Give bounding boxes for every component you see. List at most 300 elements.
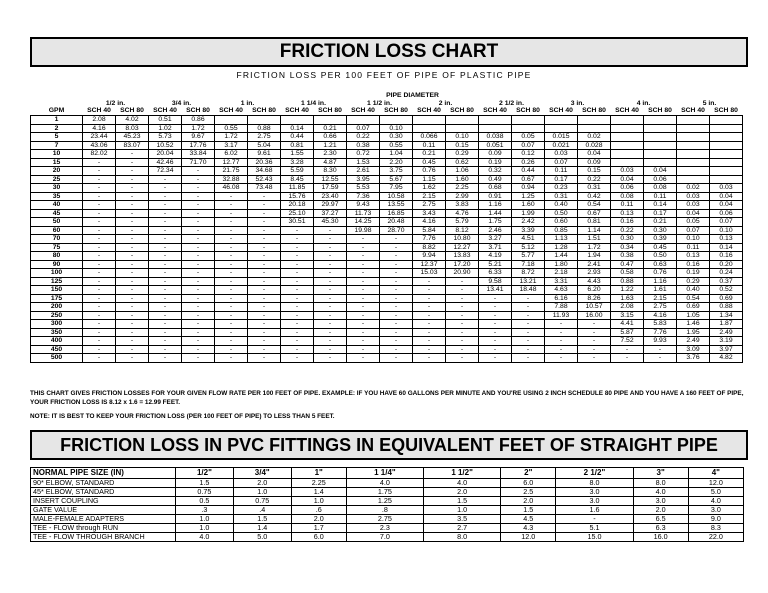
fitting-value-cell: 16.0 <box>633 533 688 542</box>
friction-value-cell: - <box>182 269 215 278</box>
fitting-value-cell: 6.5 <box>633 515 688 524</box>
fitting-value-cell: .4 <box>233 506 291 515</box>
friction-value-cell: - <box>182 337 215 346</box>
fitting-value-cell: .6 <box>291 506 346 515</box>
friction-value-cell: 8.72 <box>512 269 545 278</box>
friction-value-cell: 9.67 <box>182 133 215 142</box>
friction-value-cell: 0.13 <box>611 209 644 218</box>
friction-value-cell: - <box>149 226 182 235</box>
friction-value-cell: 6.20 <box>578 286 611 295</box>
friction-value-cell: 9.43 <box>347 201 380 210</box>
friction-value-cell: 3.09 <box>677 345 710 354</box>
friction-value-cell: 0.31 <box>578 184 611 193</box>
friction-value-cell: 4.82 <box>710 354 743 363</box>
friction-value-cell: 4.02 <box>116 116 149 125</box>
friction-value-cell: 32.88 <box>215 175 248 184</box>
friction-value-cell: - <box>116 218 149 227</box>
friction-value-cell: - <box>248 303 281 312</box>
friction-value-cell: 0.52 <box>710 286 743 295</box>
friction-value-cell: - <box>83 175 116 184</box>
fitting-value-cell: 5.0 <box>233 533 291 542</box>
friction-value-cell: 1.61 <box>644 286 677 295</box>
friction-value-cell: 0.29 <box>677 277 710 286</box>
friction-value-cell: - <box>281 226 314 235</box>
gpm-cell: 60 <box>31 226 83 235</box>
friction-value-cell: - <box>380 294 413 303</box>
table-row <box>31 116 743 125</box>
friction-value-cell: - <box>149 192 182 201</box>
friction-value-cell: - <box>83 226 116 235</box>
friction-value-cell: - <box>281 337 314 346</box>
friction-value-cell: 4.41 <box>611 320 644 329</box>
friction-value-cell: - <box>611 345 644 354</box>
friction-value-cell: - <box>215 320 248 329</box>
friction-value-cell: 0.07 <box>710 218 743 227</box>
schedule-header: SCH 40 <box>615 107 639 114</box>
pipe-size-header: 2 1/2 in. <box>499 99 524 107</box>
fitting-value-cell: 8.3 <box>688 524 743 533</box>
friction-value-cell: - <box>182 226 215 235</box>
friction-value-cell: 0.17 <box>644 209 677 218</box>
friction-value-cell: 0.50 <box>644 252 677 261</box>
friction-value-cell: - <box>215 337 248 346</box>
friction-value-cell: 7.18 <box>512 260 545 269</box>
fitting-value-cell: 4.0 <box>633 488 688 497</box>
friction-value-cell <box>677 141 710 150</box>
friction-value-cell: 2.18 <box>545 269 578 278</box>
fitting-value-cell: 3.5 <box>424 515 501 524</box>
friction-value-cell: 0.39 <box>644 235 677 244</box>
friction-value-cell: 13.41 <box>479 286 512 295</box>
friction-loss-table <box>30 92 743 363</box>
friction-value-cell: - <box>215 243 248 252</box>
empty-cell <box>31 100 83 108</box>
friction-value-cell: - <box>281 354 314 363</box>
friction-value-cell: 12.37 <box>413 260 446 269</box>
friction-value-cell: 5.04 <box>248 141 281 150</box>
fitting-value-cell: 6.3 <box>633 524 688 533</box>
friction-value-cell: 0.11 <box>545 167 578 176</box>
friction-value-cell: - <box>83 269 116 278</box>
friction-value-cell: 0.63 <box>644 260 677 269</box>
friction-value-cell: 20.48 <box>380 218 413 227</box>
schedule-header: SCH 40 <box>153 107 177 114</box>
schedule-header: SCH 80 <box>450 107 474 114</box>
friction-value-cell: - <box>215 328 248 337</box>
friction-value-cell: 0.88 <box>710 303 743 312</box>
friction-value-cell: - <box>215 201 248 210</box>
friction-value-cell: - <box>116 243 149 252</box>
friction-value-cell: 0.21 <box>644 218 677 227</box>
friction-value-cell: 37.27 <box>314 209 347 218</box>
table-row <box>31 133 743 142</box>
fitting-value-cell: 3.0 <box>633 497 688 506</box>
friction-value-cell: - <box>149 260 182 269</box>
fittings-table <box>30 467 744 542</box>
friction-value-cell: - <box>479 320 512 329</box>
friction-value-cell <box>644 158 677 167</box>
friction-value-cell: - <box>446 328 479 337</box>
friction-value-cell: 4.16 <box>413 218 446 227</box>
friction-value-cell: - <box>413 337 446 346</box>
friction-value-cell <box>710 141 743 150</box>
friction-value-cell: 0.88 <box>611 277 644 286</box>
fitting-value-cell: 8.0 <box>556 479 633 488</box>
friction-value-cell: - <box>578 328 611 337</box>
friction-value-cell: - <box>83 260 116 269</box>
table-row <box>31 269 743 278</box>
friction-value-cell: - <box>314 277 347 286</box>
friction-value-cell: - <box>182 192 215 201</box>
friction-value-cell: 0.22 <box>347 133 380 142</box>
friction-value-cell: - <box>314 269 347 278</box>
friction-value-cell: 0.028 <box>578 141 611 150</box>
schedule-header: SCH 40 <box>681 107 705 114</box>
fitting-value-cell: 1.5 <box>176 479 234 488</box>
friction-value-cell: - <box>248 294 281 303</box>
friction-value-cell: 0.23 <box>545 184 578 193</box>
friction-value-cell: - <box>347 311 380 320</box>
friction-value-cell: - <box>446 311 479 320</box>
friction-value-cell <box>677 124 710 133</box>
pipe-diameter-header: PIPE DIAMETER <box>386 92 439 99</box>
fitting-value-cell: 1.75 <box>346 488 423 497</box>
friction-value-cell: - <box>83 209 116 218</box>
friction-value-cell: - <box>215 226 248 235</box>
friction-value-cell: - <box>380 345 413 354</box>
friction-value-cell: - <box>149 269 182 278</box>
friction-value-cell: 0.10 <box>446 133 479 142</box>
friction-value-cell: 0.11 <box>611 201 644 210</box>
fittings-header-row <box>31 468 744 479</box>
friction-value-cell: 1.44 <box>545 252 578 261</box>
friction-value-cell: - <box>248 277 281 286</box>
friction-value-cell: 15.76 <box>281 192 314 201</box>
friction-value-cell: 1.80 <box>545 260 578 269</box>
friction-value-cell: - <box>116 320 149 329</box>
friction-value-cell: - <box>281 269 314 278</box>
schedule-header: SCH 80 <box>252 107 276 114</box>
friction-value-cell: 0.85 <box>545 226 578 235</box>
friction-value-cell: 0.40 <box>677 286 710 295</box>
friction-value-cell: 5.59 <box>281 167 314 176</box>
friction-value-cell: - <box>83 303 116 312</box>
friction-value-cell <box>578 124 611 133</box>
gpm-cell: 35 <box>31 192 83 201</box>
empty-cell <box>31 92 83 100</box>
pipe-size-header: 3/4 in. <box>171 99 192 107</box>
friction-value-cell: 0.62 <box>446 158 479 167</box>
friction-value-cell: 9.58 <box>479 277 512 286</box>
fittings-title: FRICTION LOSS IN PVC FITTINGS IN EQUIVALENT FEET OF STRAIGHT PIPE <box>30 430 748 460</box>
pipe-size-header: 4 in. <box>636 99 651 107</box>
friction-value-cell: - <box>281 286 314 295</box>
friction-value-cell: 3.76 <box>677 354 710 363</box>
friction-value-cell: 3.19 <box>710 337 743 346</box>
friction-value-cell: 20.18 <box>281 201 314 210</box>
friction-value-cell: - <box>149 235 182 244</box>
friction-value-cell: - <box>83 286 116 295</box>
friction-value-cell <box>644 116 677 125</box>
friction-value-cell: 1.25 <box>512 192 545 201</box>
friction-value-cell: - <box>182 260 215 269</box>
friction-value-cell: 0.14 <box>710 243 743 252</box>
friction-value-cell: - <box>479 328 512 337</box>
friction-value-cell: - <box>413 303 446 312</box>
friction-value-cell: 1.15 <box>413 175 446 184</box>
table-row <box>31 252 743 261</box>
friction-value-cell: 1.44 <box>479 209 512 218</box>
table-row <box>31 235 743 244</box>
friction-value-cell: - <box>149 337 182 346</box>
friction-value-cell <box>710 167 743 176</box>
table-row <box>31 260 743 269</box>
friction-value-cell: 2.08 <box>83 116 116 125</box>
friction-value-cell: 0.72 <box>347 150 380 159</box>
friction-value-cell: - <box>380 320 413 329</box>
friction-value-cell: 2.93 <box>578 269 611 278</box>
friction-value-cell: 0.02 <box>578 133 611 142</box>
friction-value-cell: 0.04 <box>710 201 743 210</box>
friction-value-cell: 2.46 <box>479 226 512 235</box>
table-row <box>31 209 743 218</box>
friction-value-cell: 0.09 <box>578 158 611 167</box>
friction-value-cell: 0.13 <box>677 252 710 261</box>
friction-value-cell: - <box>380 269 413 278</box>
gpm-header: GPM <box>48 107 65 114</box>
friction-value-cell: 17.59 <box>314 184 347 193</box>
friction-value-cell <box>710 175 743 184</box>
friction-value-cell: 0.06 <box>710 209 743 218</box>
friction-value-cell: - <box>248 201 281 210</box>
friction-value-cell: 0.03 <box>710 184 743 193</box>
friction-value-cell: - <box>83 192 116 201</box>
pipe-size-header: 3 in. <box>570 99 585 107</box>
friction-value-cell: 9.94 <box>413 252 446 261</box>
friction-value-cell: - <box>281 345 314 354</box>
friction-value-cell: 19.98 <box>347 226 380 235</box>
friction-value-cell <box>578 116 611 125</box>
friction-value-cell: - <box>182 277 215 286</box>
friction-value-cell: 20.36 <box>248 158 281 167</box>
pipe-size-header: 5 in. <box>702 99 717 107</box>
friction-value-cell: 4.51 <box>512 235 545 244</box>
friction-value-cell: 1.34 <box>710 311 743 320</box>
fitting-value-cell: 1.0 <box>176 524 234 533</box>
friction-value-cell: 0.45 <box>644 243 677 252</box>
friction-value-cell: 0.038 <box>479 133 512 142</box>
fitting-value-cell: 8.0 <box>424 533 501 542</box>
friction-value-cell: 8.82 <box>413 243 446 252</box>
friction-value-cell: - <box>347 328 380 337</box>
friction-value-cell: 2.49 <box>677 337 710 346</box>
friction-value-cell: 0.55 <box>380 141 413 150</box>
friction-value-cell: - <box>215 294 248 303</box>
friction-value-cell: 2.20 <box>380 158 413 167</box>
friction-value-cell: - <box>149 201 182 210</box>
friction-value-cell: 7.76 <box>644 328 677 337</box>
friction-value-cell: 45.23 <box>116 133 149 142</box>
friction-value-cell: - <box>116 345 149 354</box>
friction-value-cell: 2.15 <box>644 294 677 303</box>
friction-value-cell: 1.05 <box>677 311 710 320</box>
friction-value-cell: 3.17 <box>215 141 248 150</box>
friction-value-cell: 1.87 <box>710 320 743 329</box>
friction-value-cell: - <box>281 277 314 286</box>
friction-value-cell <box>413 116 446 125</box>
fitting-value-cell: 0.5 <box>176 497 234 506</box>
pipe-size-header: 1 in. <box>240 99 255 107</box>
friction-value-cell: 0.69 <box>677 303 710 312</box>
friction-value-cell <box>380 116 413 125</box>
friction-value-cell: - <box>347 269 380 278</box>
friction-value-cell: - <box>380 328 413 337</box>
friction-value-cell: - <box>149 184 182 193</box>
table-row <box>31 328 743 337</box>
friction-value-cell: - <box>182 175 215 184</box>
friction-value-cell: 0.88 <box>248 124 281 133</box>
fitting-value-cell: 1.6 <box>556 506 633 515</box>
friction-value-cell: - <box>83 328 116 337</box>
friction-value-cell: 0.07 <box>545 158 578 167</box>
fitting-label: 90* ELBOW, STANDARD <box>31 479 176 488</box>
table-row <box>31 226 743 235</box>
friction-value-cell: 0.05 <box>512 133 545 142</box>
friction-value-cell: 0.34 <box>611 243 644 252</box>
gpm-cell: 25 <box>31 175 83 184</box>
friction-value-cell <box>710 133 743 142</box>
friction-value-cell: - <box>281 260 314 269</box>
friction-value-cell: 4.63 <box>545 286 578 295</box>
friction-value-cell: - <box>314 303 347 312</box>
friction-value-cell: - <box>116 252 149 261</box>
friction-value-cell: 0.54 <box>578 201 611 210</box>
friction-value-cell: 0.16 <box>677 260 710 269</box>
friction-value-cell: 12.77 <box>215 158 248 167</box>
friction-value-cell: - <box>182 286 215 295</box>
friction-value-cell: 0.15 <box>578 167 611 176</box>
friction-value-cell: - <box>116 167 149 176</box>
friction-value-cell: - <box>248 286 281 295</box>
friction-value-cell: - <box>314 354 347 363</box>
friction-value-cell: 0.13 <box>710 235 743 244</box>
friction-value-cell: - <box>83 235 116 244</box>
friction-value-cell: - <box>314 328 347 337</box>
friction-value-cell: 34.68 <box>248 167 281 176</box>
table-row <box>31 337 743 346</box>
fitting-value-cell: 5.0 <box>688 488 743 497</box>
friction-value-cell: 3.71 <box>479 243 512 252</box>
friction-value-cell: 0.06 <box>611 184 644 193</box>
friction-value-cell: 0.54 <box>677 294 710 303</box>
fitting-value-cell: 2.3 <box>346 524 423 533</box>
gpm-cell: 150 <box>31 286 83 295</box>
friction-value-cell: - <box>149 294 182 303</box>
gpm-cell: 7 <box>31 141 83 150</box>
friction-value-cell: 1.13 <box>545 235 578 244</box>
friction-value-cell: - <box>281 294 314 303</box>
friction-value-cell: 0.09 <box>479 150 512 159</box>
friction-value-cell <box>446 124 479 133</box>
table-row <box>31 320 743 329</box>
friction-value-cell: - <box>248 320 281 329</box>
friction-value-cell <box>479 124 512 133</box>
friction-value-cell: 45.30 <box>314 218 347 227</box>
friction-value-cell <box>512 124 545 133</box>
fittings-body <box>31 468 744 542</box>
gpm-cell: 125 <box>31 277 83 286</box>
friction-value-cell: 0.67 <box>578 209 611 218</box>
fitting-label: TEE - FLOW THROUGH BRANCH <box>31 533 176 542</box>
friction-value-cell <box>611 116 644 125</box>
friction-value-cell: - <box>281 252 314 261</box>
friction-value-cell: - <box>413 345 446 354</box>
friction-value-cell: - <box>149 218 182 227</box>
friction-value-cell: 2.49 <box>710 328 743 337</box>
schedule-header: SCH 40 <box>87 107 111 114</box>
friction-value-cell: - <box>215 218 248 227</box>
gpm-cell: 250 <box>31 311 83 320</box>
friction-value-cell: - <box>512 294 545 303</box>
friction-value-cell <box>611 150 644 159</box>
friction-value-cell: - <box>83 337 116 346</box>
friction-value-cell: - <box>413 286 446 295</box>
friction-value-cell: - <box>380 337 413 346</box>
friction-value-cell: - <box>182 201 215 210</box>
fitting-value-cell: 6.0 <box>501 479 556 488</box>
friction-value-cell: 0.10 <box>677 235 710 244</box>
gpm-cell: 45 <box>31 209 83 218</box>
table-row <box>31 150 743 159</box>
friction-value-cell: - <box>446 320 479 329</box>
friction-value-cell: - <box>215 354 248 363</box>
fitting-value-cell: 1.0 <box>291 497 346 506</box>
friction-value-cell: - <box>116 303 149 312</box>
friction-value-cell: 10.52 <box>149 141 182 150</box>
friction-value-cell: 0.20 <box>710 260 743 269</box>
fitting-value-cell: 2.25 <box>291 479 346 488</box>
friction-value-cell: 0.19 <box>479 158 512 167</box>
friction-value-cell: 5.73 <box>149 133 182 142</box>
friction-value-cell: 5.79 <box>446 218 479 227</box>
friction-value-cell <box>215 116 248 125</box>
friction-loss-chart-title: FRICTION LOSS CHART <box>30 37 748 67</box>
friction-value-cell: 0.40 <box>545 201 578 210</box>
friction-value-cell: 1.16 <box>644 277 677 286</box>
friction-value-cell: - <box>314 235 347 244</box>
friction-value-cell: 1.46 <box>677 320 710 329</box>
friction-value-cell: 9.93 <box>644 337 677 346</box>
friction-value-cell: - <box>83 354 116 363</box>
friction-value-cell: - <box>545 328 578 337</box>
friction-value-cell: - <box>215 192 248 201</box>
friction-value-cell: - <box>446 294 479 303</box>
friction-value-cell: 0.86 <box>182 116 215 125</box>
friction-value-cell: 0.06 <box>644 175 677 184</box>
friction-value-cell <box>545 116 578 125</box>
friction-value-cell: 0.08 <box>644 184 677 193</box>
friction-value-cell: 3.95 <box>347 175 380 184</box>
friction-value-cell <box>611 133 644 142</box>
friction-value-cell: 0.26 <box>512 158 545 167</box>
friction-value-cell: - <box>182 345 215 354</box>
friction-value-cell: - <box>116 277 149 286</box>
friction-value-cell <box>413 124 446 133</box>
friction-value-cell: 8.26 <box>578 294 611 303</box>
friction-value-cell: - <box>149 311 182 320</box>
friction-value-cell: 0.44 <box>281 133 314 142</box>
friction-value-cell: - <box>83 345 116 354</box>
